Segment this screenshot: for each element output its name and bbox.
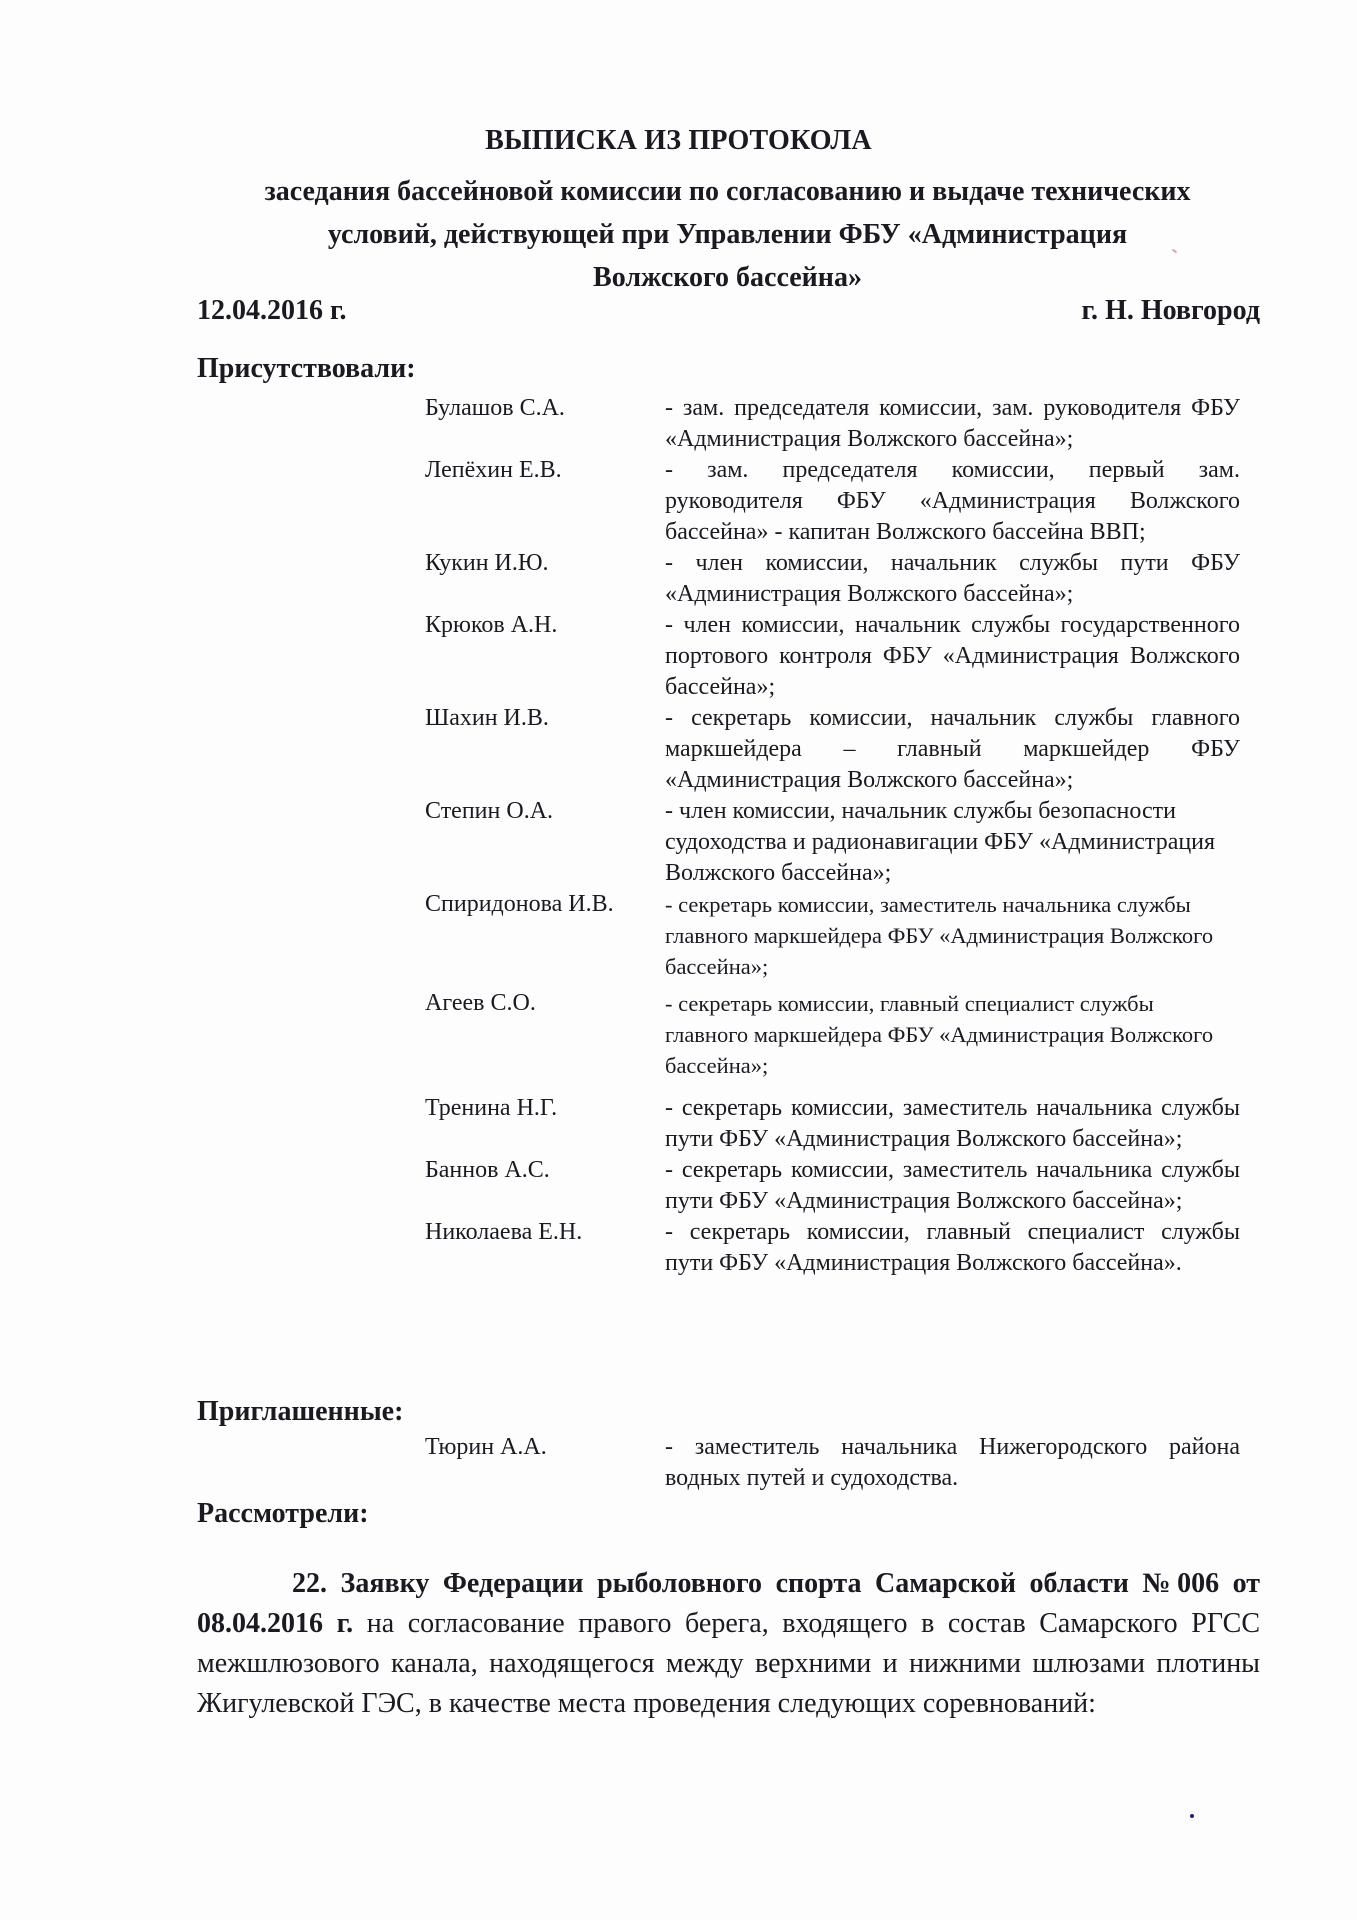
member-name: Кукин И.Ю. <box>425 550 549 576</box>
member-role: - секретарь комиссии, главный специалист службы главного маркшейдера ФБУ «Администрация Волжского бассейна»; <box>665 991 1214 1078</box>
scan-dot <box>1190 1814 1194 1818</box>
member-row <box>425 796 1240 889</box>
member-role: - член комиссии, начальник службы пути ФБУ «Администрация Волжского бассейна»; <box>665 550 1240 607</box>
member-name: Степин О.А. <box>425 798 554 824</box>
present-heading: Присутствовали: <box>197 353 416 384</box>
member-row <box>425 703 1240 796</box>
member-row <box>425 455 1240 548</box>
member-name: Лепёхин Е.В. <box>425 457 562 483</box>
member-row <box>425 1155 1240 1217</box>
agenda-item-title: 22. Заявку Федерации рыболовного спорта Самарской области №006 от 08.04.2016 г. <box>197 1568 1260 1639</box>
member-role: - заместитель начальника Нижегородского района водных путей и судоходства. <box>665 1434 1240 1491</box>
member-row <box>425 548 1240 610</box>
member-role: - секретарь комиссии, главный специалист службы пути ФБУ «Администрация Волжского бассейна». <box>665 1219 1240 1276</box>
member-role: - секретарь комиссии, начальник службы главного маркшейдера – главный маркшейдер ФБУ «Администрация Волжского бассейна»; <box>665 705 1240 793</box>
member-name: Шахин И.В. <box>425 705 549 731</box>
date-city-line <box>197 294 1260 328</box>
subtitle-line: условий, действующей при Управлении ФБУ «Администрация <box>327 219 1128 250</box>
member-name: Николаева Е.Н. <box>425 1219 583 1245</box>
document-title: ВЫПИСКА ИЗ ПРОТОКОЛА <box>485 125 872 156</box>
member-role: - секретарь комиссии, заместитель начальника службы главного маркшейдера ФБУ «Администрация Волжского бассейна»; <box>665 892 1214 979</box>
member-row <box>425 1093 1240 1155</box>
member-role: - секретарь комиссии, заместитель начальника службы пути ФБУ «Администрация Волжского бассейна»; <box>665 1095 1240 1152</box>
member-row <box>425 1217 1240 1279</box>
considered-heading: Рассмотрели: <box>197 1498 369 1529</box>
member-row <box>425 988 1240 1081</box>
member-row <box>425 889 1240 982</box>
invited-heading: Приглашенные: <box>197 1396 404 1427</box>
member-row <box>425 610 1240 703</box>
member-name: Булашов С.А. <box>425 395 565 421</box>
member-name: Тренина Н.Г. <box>425 1095 558 1121</box>
member-role: - секретарь комиссии, заместитель начальника службы пути ФБУ «Администрация Волжского бассейна»; <box>665 1157 1240 1214</box>
member-role: - зам. председателя комиссии, первый зам. руководителя ФБУ «Администрация Волжского бассейна» - капитан Волжского бассейна ВВП; <box>665 457 1240 545</box>
member-name: Крюков А.Н. <box>425 612 558 638</box>
meeting-date: 12.04.2016 г. <box>197 295 347 326</box>
member-name: Спиридонова И.В. <box>425 891 614 917</box>
member-role: - зам. председателя комиссии, зам. руководителя ФБУ «Администрация Волжского бассейна»; <box>665 395 1240 452</box>
member-role: - член комиссии, начальник службы государственного портового контроля ФБУ «Администрация Волжского бассейна»; <box>665 612 1240 700</box>
subtitle-line: Волжского бассейна» <box>593 262 862 293</box>
present-list <box>425 393 1240 1279</box>
member-name: Агеев С.О. <box>425 990 536 1016</box>
agenda-item-text: на согласование правого берега, входящего в состав Самарского РГСС межшлюзового канала, находящегося между верхними и нижними шлюзами плотины Жигулевской ГЭС, в качестве места проведения следующих соревнований: <box>197 1608 1260 1719</box>
member-row <box>425 1432 1240 1494</box>
member-role: - член комиссии, начальник службы безопасности судоходства и радионавигации ФБУ «Администрация Волжского бассейна»; <box>665 798 1216 886</box>
member-row <box>425 393 1240 455</box>
subtitle-line: заседания бассейновой комиссии по согласованию и выдаче технических <box>264 176 1191 207</box>
meeting-city: г. Н. Новгород <box>1081 295 1260 326</box>
document-subtitle <box>195 170 1260 299</box>
member-name: Тюрин А.А. <box>425 1434 547 1460</box>
member-name: Баннов А.С. <box>425 1157 550 1183</box>
agenda-item-22 <box>197 1564 1260 1724</box>
invited-list <box>425 1432 1240 1494</box>
